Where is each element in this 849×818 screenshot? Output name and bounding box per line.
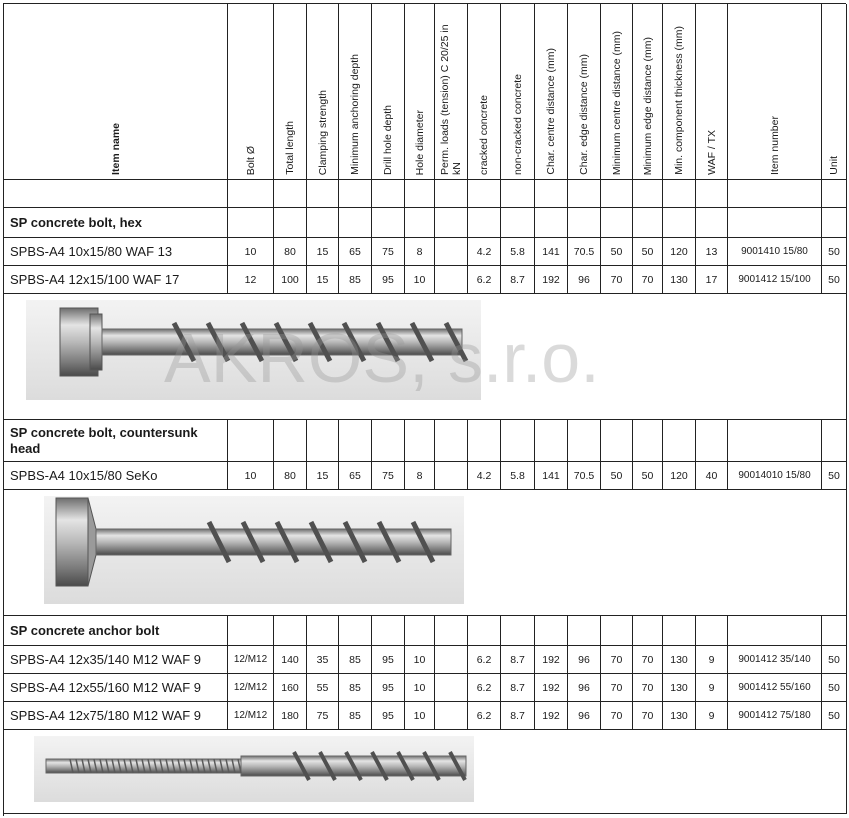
table-grid	[3, 3, 846, 816]
row-value: 4.2	[468, 462, 501, 490]
row-value: 55	[307, 674, 339, 702]
column-header-label: Item number	[768, 116, 781, 175]
group-empty-cell	[372, 616, 405, 646]
column-header-label: WAF / TX	[705, 130, 718, 175]
column-header-label: Minimum anchoring depth	[349, 54, 361, 175]
group-empty-cell	[633, 420, 663, 462]
row-value: 10	[405, 702, 435, 730]
row-value: 70.5	[568, 238, 601, 266]
row-value	[435, 266, 468, 294]
column-header	[228, 4, 274, 180]
column-header	[501, 4, 535, 180]
column-header-label: Char. centre distance (mm)	[545, 48, 557, 175]
row-item-name: SPBS-A4 12x55/160 M12 WAF 9	[4, 674, 228, 702]
group-empty-cell	[822, 616, 847, 646]
row-value: 96	[568, 646, 601, 674]
row-value: 13	[696, 238, 728, 266]
spacer-cell	[339, 180, 372, 208]
row-value: 70	[601, 646, 633, 674]
group-empty-cell	[535, 616, 568, 646]
row-value: 50	[822, 702, 847, 730]
row-value: 10	[228, 462, 274, 490]
row-value: 50	[601, 462, 633, 490]
group-empty-cell	[501, 208, 535, 238]
column-header	[601, 4, 633, 180]
watermark-text: AKROS, s.r.o.	[164, 319, 600, 397]
group-empty-cell	[228, 208, 274, 238]
column-header-label: Minimum edge distance (mm)	[641, 36, 654, 175]
column-header	[822, 4, 847, 180]
column-header-label: Bolt Ø	[244, 145, 257, 175]
row-value: 8	[405, 238, 435, 266]
row-value: 90014010 15/80	[728, 462, 822, 490]
spacer-cell	[633, 180, 663, 208]
column-header	[728, 4, 822, 180]
group-empty-cell	[568, 420, 601, 462]
row-value: 6.2	[468, 266, 501, 294]
row-value: 141	[535, 238, 568, 266]
column-header	[339, 4, 372, 180]
row-value: 50	[633, 462, 663, 490]
group-empty-cell	[468, 616, 501, 646]
row-value: 70	[601, 702, 633, 730]
group-empty-cell	[372, 208, 405, 238]
group-empty-cell	[728, 208, 822, 238]
group-empty-cell	[468, 208, 501, 238]
group-empty-cell	[405, 616, 435, 646]
group-empty-cell	[339, 208, 372, 238]
row-value: 95	[372, 674, 405, 702]
spacer-cell	[405, 180, 435, 208]
column-header	[568, 4, 601, 180]
row-value: 96	[568, 702, 601, 730]
group-empty-cell	[435, 616, 468, 646]
row-value: 50	[822, 674, 847, 702]
row-value	[435, 702, 468, 730]
group-empty-cell	[339, 420, 372, 462]
group-empty-cell	[435, 208, 468, 238]
spacer-cell	[307, 180, 339, 208]
column-header	[405, 4, 435, 180]
row-value: 75	[372, 462, 405, 490]
row-value: 10	[228, 238, 274, 266]
row-value: 70	[633, 702, 663, 730]
spacer-cell	[501, 180, 535, 208]
spacer-cell	[228, 180, 274, 208]
row-value: 9001410 15/80	[728, 238, 822, 266]
spacer-cell	[274, 180, 307, 208]
group-title: SP concrete anchor bolt	[4, 616, 228, 646]
row-value: 75	[372, 238, 405, 266]
group-empty-cell	[568, 208, 601, 238]
column-header-label: Perm. loads (tension) C 20/25 in kN	[439, 24, 463, 175]
row-value: 85	[339, 674, 372, 702]
row-value: 12/M12	[228, 646, 274, 674]
bolt-photo-illustration	[4, 490, 847, 616]
row-value: 50	[822, 462, 847, 490]
row-value: 10	[405, 266, 435, 294]
group-empty-cell	[535, 420, 568, 462]
row-value: 35	[307, 646, 339, 674]
group-empty-cell	[405, 208, 435, 238]
row-value: 192	[535, 702, 568, 730]
row-value: 95	[372, 702, 405, 730]
row-value: 50	[633, 238, 663, 266]
row-value: 9001412 55/160	[728, 674, 822, 702]
group-empty-cell	[601, 420, 633, 462]
row-value: 8	[405, 462, 435, 490]
threaded-anchor-bolt-photo	[4, 730, 847, 814]
group-empty-cell	[633, 208, 663, 238]
column-header	[535, 4, 568, 180]
spacer-cell	[4, 180, 228, 208]
row-value: 70	[601, 674, 633, 702]
column-header	[435, 4, 468, 180]
group-empty-cell	[274, 208, 307, 238]
column-header	[633, 4, 663, 180]
group-empty-cell	[468, 420, 501, 462]
group-empty-cell	[601, 208, 633, 238]
row-value: 100	[274, 266, 307, 294]
row-value: 9	[696, 674, 728, 702]
row-value: 70	[601, 266, 633, 294]
group-empty-cell	[696, 420, 728, 462]
row-value: 192	[535, 674, 568, 702]
group-empty-cell	[568, 616, 601, 646]
row-value: 65	[339, 238, 372, 266]
column-header	[372, 4, 405, 180]
row-value: 70	[633, 674, 663, 702]
group-empty-cell	[663, 420, 696, 462]
row-value: 8.7	[501, 646, 535, 674]
column-header	[307, 4, 339, 180]
row-value	[435, 674, 468, 702]
row-value: 80	[274, 238, 307, 266]
row-value: 4.2	[468, 238, 501, 266]
group-title: SP concrete bolt, hex	[4, 208, 228, 238]
group-empty-cell	[822, 420, 847, 462]
spacer-cell	[568, 180, 601, 208]
group-empty-cell	[307, 208, 339, 238]
row-value: 180	[274, 702, 307, 730]
group-empty-cell	[228, 420, 274, 462]
header-item-name-label: Item name	[109, 123, 122, 175]
countersunk-concrete-screw-photo	[4, 490, 847, 616]
row-value: 15	[307, 462, 339, 490]
row-value: 85	[339, 266, 372, 294]
row-item-name: SPBS-A4 10x15/80 WAF 13	[4, 238, 228, 266]
row-item-name: SPBS-A4 12x35/140 M12 WAF 9	[4, 646, 228, 674]
spacer-cell	[435, 180, 468, 208]
group-empty-cell	[274, 420, 307, 462]
column-header-label: non-cracked concrete	[511, 74, 524, 175]
row-value: 70	[633, 266, 663, 294]
row-value: 130	[663, 674, 696, 702]
group-title: SP concrete bolt, countersunk head	[4, 420, 228, 462]
row-value: 9	[696, 702, 728, 730]
row-value: 6.2	[468, 646, 501, 674]
row-value: 192	[535, 266, 568, 294]
row-value: 10	[405, 646, 435, 674]
column-header-label: Min. component thickness (mm)	[673, 26, 685, 175]
row-value: 160	[274, 674, 307, 702]
row-item-name: SPBS-A4 10x15/80 SeKo	[4, 462, 228, 490]
row-value	[435, 238, 468, 266]
row-value	[435, 646, 468, 674]
row-value: 70	[633, 646, 663, 674]
row-value: 96	[568, 674, 601, 702]
group-empty-cell	[696, 616, 728, 646]
group-empty-cell	[728, 420, 822, 462]
group-empty-cell	[728, 616, 822, 646]
row-value: 192	[535, 646, 568, 674]
bolt-photo-illustration	[4, 294, 847, 420]
row-value: 6.2	[468, 674, 501, 702]
row-value: 70.5	[568, 462, 601, 490]
row-value: 50	[822, 266, 847, 294]
row-value: 140	[274, 646, 307, 674]
row-value: 95	[372, 266, 405, 294]
group-empty-cell	[501, 420, 535, 462]
group-empty-cell	[663, 208, 696, 238]
column-header-label: Unit	[828, 156, 840, 175]
group-empty-cell	[372, 420, 405, 462]
row-value: 5.8	[501, 238, 535, 266]
row-value: 5.8	[501, 462, 535, 490]
row-value: 95	[372, 646, 405, 674]
row-value: 15	[307, 238, 339, 266]
product-table	[3, 3, 846, 816]
row-value: 120	[663, 238, 696, 266]
column-header	[696, 4, 728, 180]
row-value: 10	[405, 674, 435, 702]
row-value: 65	[339, 462, 372, 490]
spacer-cell	[822, 180, 847, 208]
column-header	[663, 4, 696, 180]
row-value: 8.7	[501, 674, 535, 702]
group-empty-cell	[307, 420, 339, 462]
bolt-photo-illustration	[4, 730, 847, 814]
row-value: 75	[307, 702, 339, 730]
row-value: 15	[307, 266, 339, 294]
group-empty-cell	[307, 616, 339, 646]
row-value: 85	[339, 702, 372, 730]
row-value: 120	[663, 462, 696, 490]
group-empty-cell	[405, 420, 435, 462]
row-value: 9001412 35/140	[728, 646, 822, 674]
column-header-label: Clamping strength	[316, 89, 329, 175]
row-value: 9001412 15/100	[728, 266, 822, 294]
row-item-name: SPBS-A4 12x15/100 WAF 17	[4, 266, 228, 294]
group-empty-cell	[228, 616, 274, 646]
spacer-cell	[663, 180, 696, 208]
spacer-cell	[468, 180, 501, 208]
row-value: 96	[568, 266, 601, 294]
column-header-label: Minimum centre distance (mm)	[610, 30, 623, 175]
group-empty-cell	[274, 616, 307, 646]
hex-head-concrete-screw-photo	[4, 294, 847, 420]
row-value	[435, 462, 468, 490]
row-value: 40	[696, 462, 728, 490]
column-header-label: Total length	[284, 121, 296, 175]
group-empty-cell	[535, 208, 568, 238]
row-value: 130	[663, 646, 696, 674]
column-header	[274, 4, 307, 180]
row-value: 6.2	[468, 702, 501, 730]
group-empty-cell	[822, 208, 847, 238]
column-header-label: Drill hole depth	[382, 104, 394, 175]
column-header-label: Char. edge distance (mm)	[578, 54, 590, 175]
row-value: 85	[339, 646, 372, 674]
spacer-cell	[372, 180, 405, 208]
group-empty-cell	[339, 616, 372, 646]
row-value: 9001412 75/180	[728, 702, 822, 730]
group-empty-cell	[601, 616, 633, 646]
spacer-cell	[696, 180, 728, 208]
column-header-label: cracked concrete	[478, 95, 490, 175]
spacer-cell	[601, 180, 633, 208]
spacer-cell	[728, 180, 822, 208]
spacer-cell	[535, 180, 568, 208]
group-empty-cell	[501, 616, 535, 646]
group-empty-cell	[696, 208, 728, 238]
row-value: 12	[228, 266, 274, 294]
group-empty-cell	[435, 420, 468, 462]
row-value: 8.7	[501, 702, 535, 730]
row-value: 50	[822, 646, 847, 674]
row-value: 80	[274, 462, 307, 490]
column-header	[468, 4, 501, 180]
row-value: 12/M12	[228, 702, 274, 730]
row-value: 141	[535, 462, 568, 490]
row-value: 12/M12	[228, 674, 274, 702]
column-header-label: Hole diameter	[413, 109, 426, 175]
row-value: 9	[696, 646, 728, 674]
row-value: 50	[601, 238, 633, 266]
header-item-name	[4, 4, 228, 180]
row-value: 130	[663, 266, 696, 294]
group-empty-cell	[633, 616, 663, 646]
row-value: 130	[663, 702, 696, 730]
row-value: 17	[696, 266, 728, 294]
row-value: 50	[822, 238, 847, 266]
row-item-name: SPBS-A4 12x75/180 M12 WAF 9	[4, 702, 228, 730]
group-empty-cell	[663, 616, 696, 646]
row-value: 8.7	[501, 266, 535, 294]
